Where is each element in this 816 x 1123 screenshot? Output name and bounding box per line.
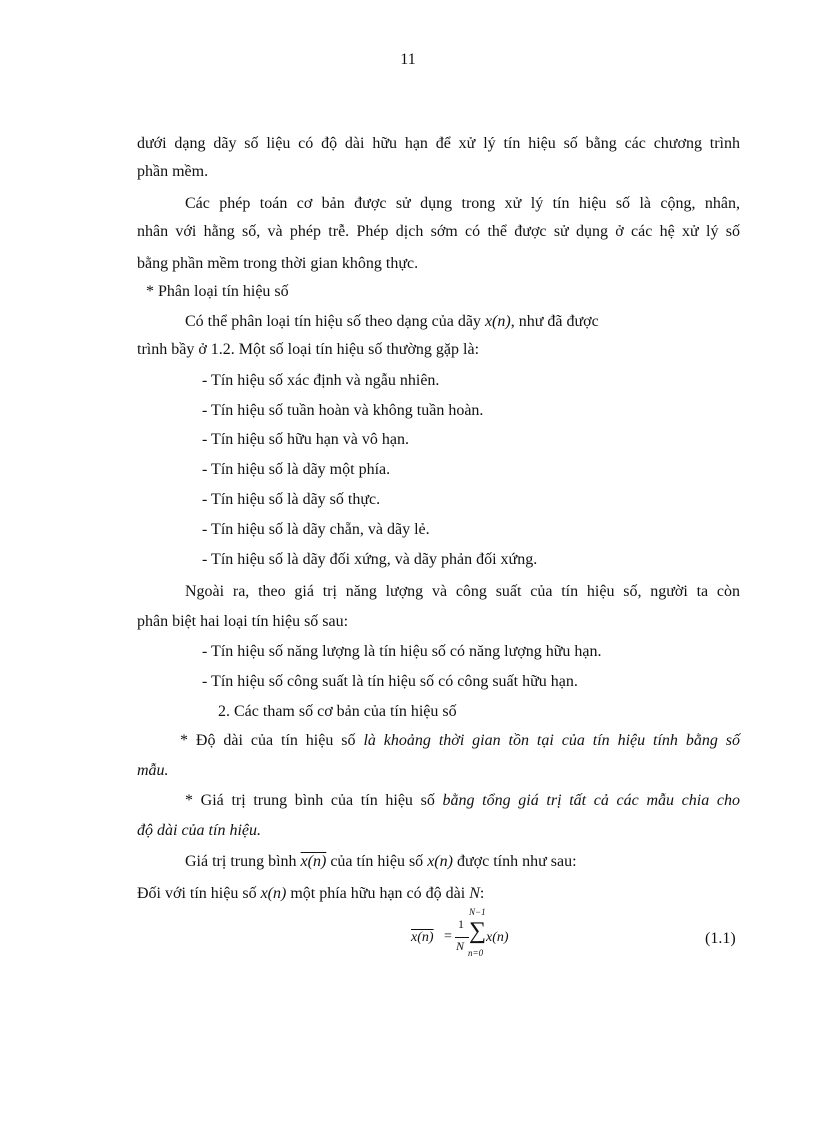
classification-intro-part2: , như đã được [510, 313, 599, 330]
classification-intro [185, 312, 599, 332]
classification-heading: * Phân loại tín hiệu số [146, 283, 289, 300]
mean-calc [185, 852, 577, 872]
signal-type-item: - Tín hiệu số là dãy đối xứng, và dãy phản đối xứng. [202, 551, 538, 568]
energy-type-item: - Tín hiệu số năng lượng là tín hiệu số có năng lượng hữu hạn. [202, 643, 602, 660]
mean-definition [185, 791, 740, 811]
finite-case-var: x(n) [260, 885, 287, 902]
signal-type-item: - Tín hiệu số là dãy chẵn, và dãy lẻ. [202, 521, 430, 538]
signal-type-item: - Tín hiệu số hữu hạn và vô hạn. [202, 431, 410, 448]
energy-type-item: - Tín hiệu số công suất là tín hiệu số có công suất hữu hạn. [202, 673, 578, 690]
equation-summand: x(n) [486, 930, 509, 945]
signal-type-item: - Tín hiệu số là dãy một phía. [202, 461, 391, 478]
equation-lhs: x(n) [411, 930, 434, 945]
fraction-bar [455, 937, 469, 938]
finite-case-part1: Đối với tín hiệu số [137, 885, 261, 902]
finite-case [137, 884, 484, 904]
para2-line2: nhân với hằng số, và phép trễ. Phép dịch sớm có thể được sử dụng ở các hệ xử lý số [137, 223, 740, 240]
classification-intro-part1: Có thể phân loại tín hiệu số theo dạng của dãy [185, 313, 485, 330]
length-def-lead: * Độ dài của tín hiệu số [180, 732, 364, 749]
mean-def-italic2: độ dài của tín hiệu. [137, 822, 261, 839]
length-def-italic1: là khoảng thời gian tồn tại của tín hiệu tính bằng số [363, 732, 741, 749]
section2-heading: 2. Các tham số cơ bản của tín hiệu số [218, 703, 457, 720]
equation-label: (1.1) [705, 930, 736, 947]
para1-line2: phần mềm. [137, 163, 209, 180]
sum-symbol: ∑ [469, 918, 487, 944]
equation-denominator: N [456, 939, 465, 953]
finite-case-part2: một phía hữu hạn có độ dài [286, 885, 470, 902]
equation-equals: = [444, 929, 452, 944]
para1-line1: dưới dạng dãy số liệu có độ dài hữu hạn để xử lý tín hiệu số bằng các chương trình [137, 135, 740, 152]
signal-type-item: - Tín hiệu số tuần hoàn và không tuần hoàn. [202, 402, 484, 419]
length-def-italic2: mẫu. [137, 762, 169, 779]
sum-lower-limit: n=0 [468, 948, 484, 958]
mean-calc-bar-var: x(n) [300, 853, 327, 870]
page-number: 11 [400, 51, 416, 68]
length-def-line2 [137, 761, 169, 781]
mean-def-line2 [137, 821, 261, 841]
para2-line3: bằng phần mềm trong thời gian không thực. [137, 255, 419, 272]
mean-def-italic1: bằng tổng giá trị tất cả các mẫu chia cho [442, 792, 741, 809]
finite-case-part3: : [479, 885, 485, 902]
mean-calc-var: x(n) [427, 853, 453, 870]
energy-para-line2: phân biệt hai loại tín hiệu số sau: [137, 613, 349, 630]
signal-type-item: - Tín hiệu số xác định và ngẫu nhiên. [202, 372, 440, 389]
length-definition [180, 731, 740, 751]
energy-para-line1: Ngoài ra, theo giá trị năng lượng và công suất của tín hiệu số, người ta còn [185, 583, 740, 600]
mean-def-lead: * Giá trị trung bình của tín hiệu số [185, 792, 443, 809]
mean-calc-part1: Giá trị trung bình [185, 853, 301, 870]
signal-type-item: - Tín hiệu số là dãy số thực. [202, 491, 381, 508]
equation-1-1 [380, 907, 580, 965]
mean-calc-part2: của tín hiệu số [326, 853, 428, 870]
sum-upper-limit: N−1 [469, 907, 486, 917]
mean-calc-part3: được tính như sau: [452, 853, 577, 870]
classification-intro-var: x(n) [484, 313, 511, 330]
classification-intro-line2: trình bầy ở 1.2. Một số loại tín hiệu số thường gặp là: [137, 341, 480, 358]
para2-line1: Các phép toán cơ bản được sử dụng trong xử lý tín hiệu số là cộng, nhân, [185, 195, 740, 212]
equation-numerator: 1 [458, 917, 464, 931]
finite-case-var2: N [469, 885, 480, 902]
